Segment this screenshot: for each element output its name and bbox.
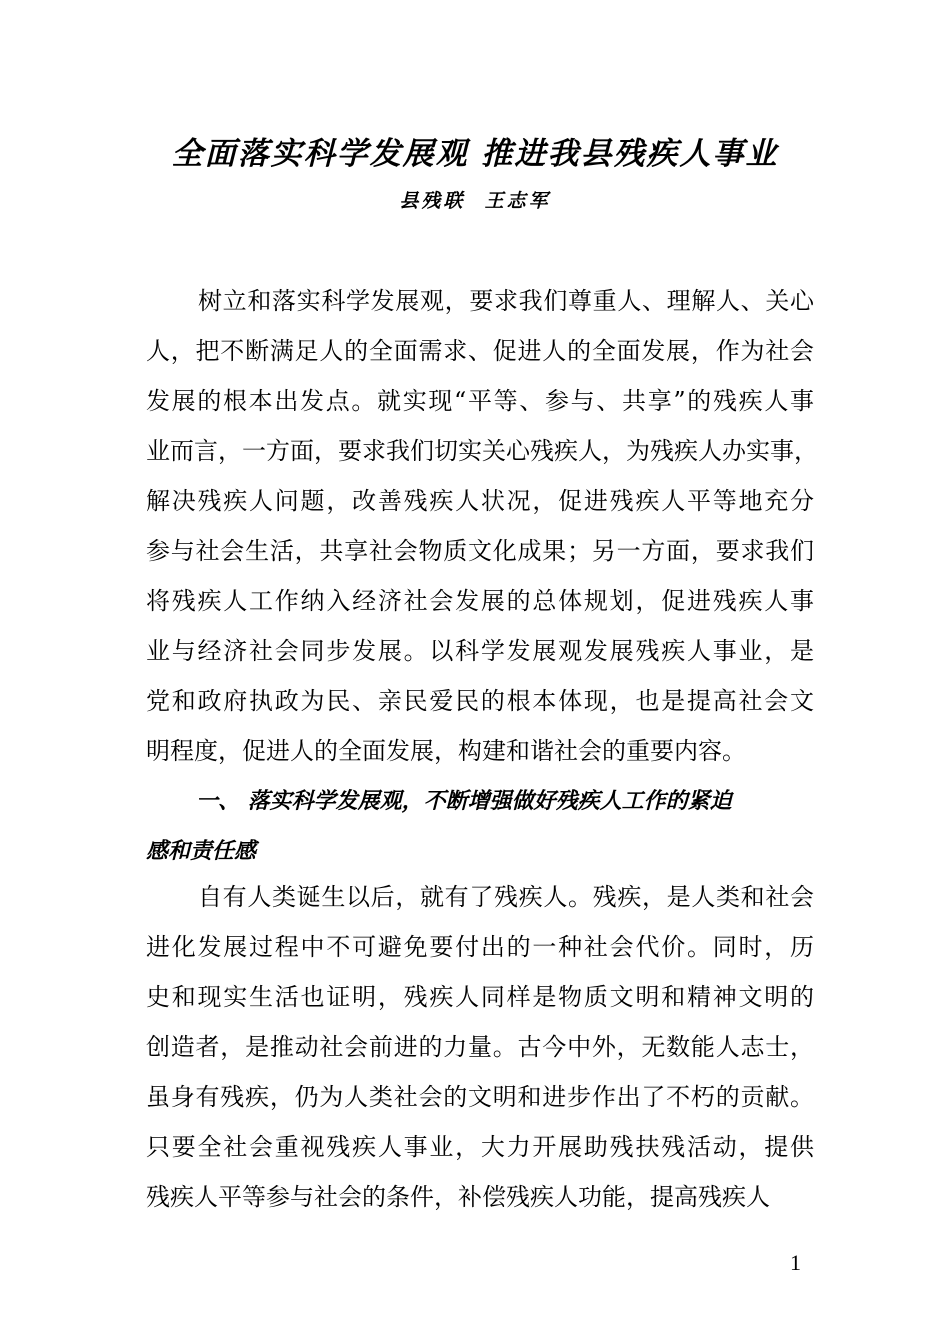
paragraph-line: 残疾人平等参与社会的条件，补偿残疾人功能，提高残疾人 [146,1183,770,1211]
page-number: 1 [790,1250,801,1275]
paragraph-line: 树立和落实科学发展观，要求我们尊重人、理解人、关心 [198,287,814,315]
paragraph-line: 进化发展过程中不可避免要付出的一种社会代价。同时，历 [146,933,814,961]
paragraph-line: 只要全社会重视残疾人事业，大力开展助残扶残活动，提供 [146,1133,814,1161]
paragraph-line: 自有人类诞生以后，就有了残疾人。残疾，是人类和社会 [198,883,814,911]
paragraph-line: 明程度，促进人的全面发展，构建和谐社会的重要内容。 [146,737,746,765]
paragraph-line: 业而言，一方面，要求我们切实关心残疾人，为残疾人办实事， [146,437,818,465]
paragraph-line: 解决残疾人问题，改善残疾人状况，促进残疾人平等地充分 [146,487,814,515]
heading-line: 一、 落实科学发展观，不断增强做好残疾人工作的紧迫 [196,788,732,814]
paragraph-line: 史和现实生活也证明，残疾人同样是物质文明和精神文明的 [146,983,814,1011]
section-heading-1 [146,776,814,876]
paragraph-line: 人，把不断满足人的全面需求、促进人的全面发展，作为社会 [146,337,814,365]
paragraph-line: 创造者，是推动社会前进的力量。古今中外，无数能人志士， [146,1033,814,1061]
paragraph-line: 党和政府执政为民、亲民爱民的根本体现，也是提高社会文 [146,687,814,715]
paragraph-line: 将残疾人工作纳入经济社会发展的总体规划，促进残疾人事 [146,587,814,615]
paragraph-1 [146,276,818,776]
paragraph-2 [146,872,814,1222]
paragraph-line: 参与社会生活，共享社会物质文化成果；另一方面，要求我们 [146,537,814,565]
document-title: 全面落实科学发展观 推进我县残疾人事业 [171,136,779,172]
heading-line: 感和责任感 [146,838,257,864]
document-author: 县残联 王志军 [399,190,551,212]
paragraph-line: 业与经济社会同步发展。以科学发展观发展残疾人事业，是 [146,637,814,665]
paragraph-line: 虽身有残疾，仍为人类社会的文明和进步作出了不朽的贡献。 [146,1083,814,1111]
paragraph-line: 发展的根本出发点。就实现“平等、参与、共享”的残疾人事 [146,387,814,415]
